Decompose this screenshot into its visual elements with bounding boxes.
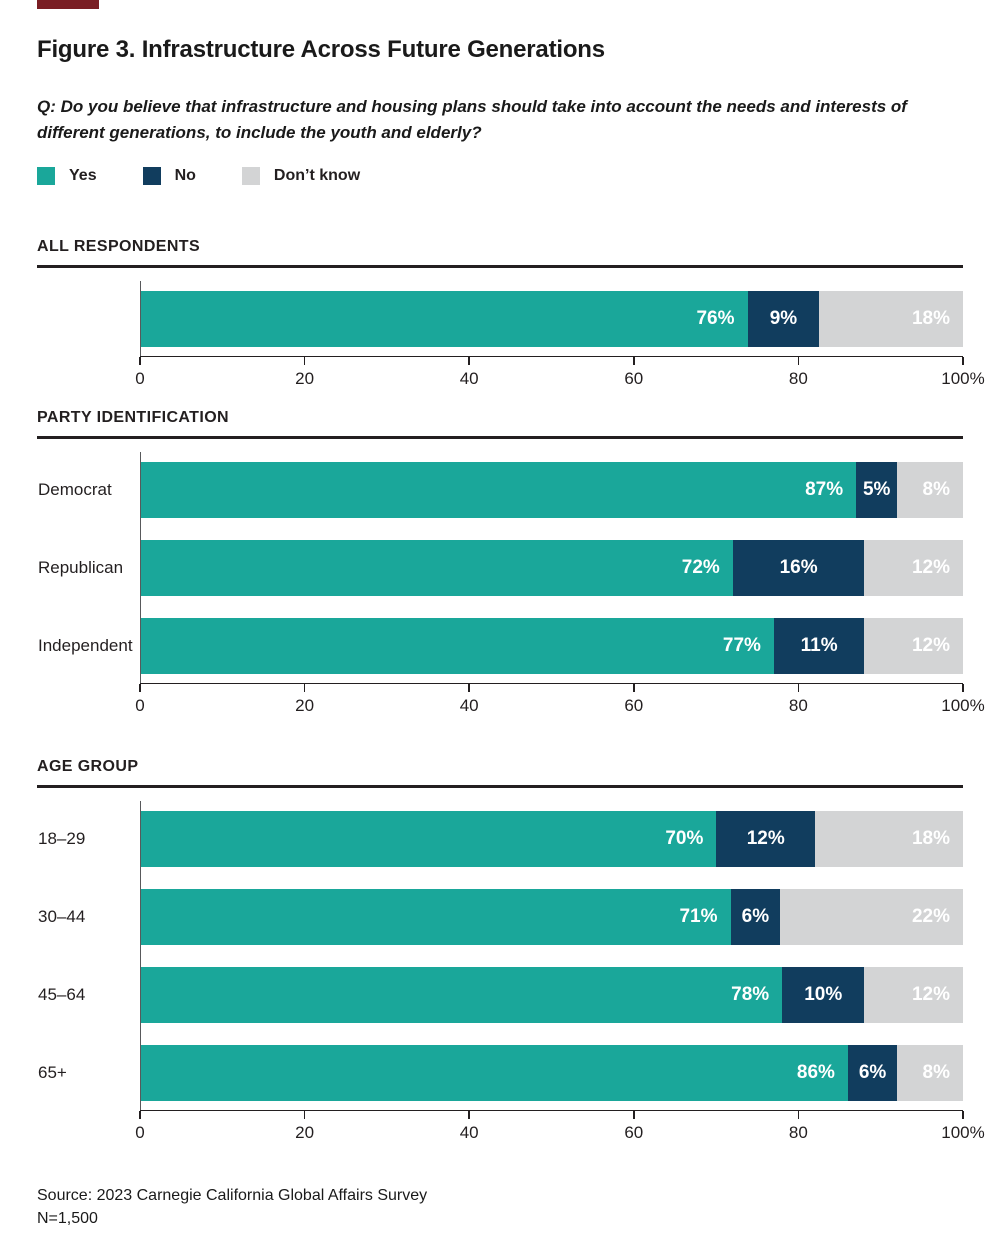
- category-label: 65+: [38, 1062, 67, 1082]
- legend-item: [143, 167, 196, 185]
- axis-tick: [139, 1111, 141, 1119]
- legend-swatch: [37, 167, 55, 185]
- value-label: 8%: [922, 1061, 950, 1083]
- axis-tick: [962, 684, 964, 692]
- value-label: 77%: [722, 634, 761, 656]
- section-heading: AGE GROUP: [37, 757, 139, 775]
- legend-label: No: [174, 166, 196, 184]
- value-label: 10%: [804, 983, 843, 1005]
- axis-tick: [633, 357, 635, 365]
- category-label: Independent: [38, 635, 133, 655]
- bar-segment-no: [848, 1045, 897, 1101]
- bar-segment-don-t-know: [864, 967, 963, 1023]
- bar-row: [38, 811, 963, 867]
- axis-tick: [304, 1111, 306, 1119]
- category-label: Democrat: [38, 479, 112, 499]
- chart-body: [38, 452, 985, 723]
- bar-segment-don-t-know: [864, 618, 963, 674]
- value-label: 12%: [746, 827, 785, 849]
- axis-tick-label: 0: [135, 368, 145, 388]
- bar-segment-yes: [141, 462, 856, 518]
- chart-section-all-respondents: [37, 237, 985, 396]
- axis-tick-label: 100%: [941, 368, 985, 388]
- bar-segment-don-t-know: [864, 540, 963, 596]
- bar-row: [38, 618, 963, 674]
- bar-segment-don-t-know: [897, 1045, 963, 1101]
- bar-segment-no: [733, 540, 865, 596]
- axis-tick: [962, 1111, 964, 1119]
- category-label: 45–64: [38, 984, 86, 1004]
- value-label: 71%: [679, 905, 718, 927]
- bar-segment-no: [748, 291, 820, 347]
- bar-segment-yes: [141, 967, 782, 1023]
- axis-tick-label: 100%: [941, 1122, 985, 1142]
- axis-tick-label: 20: [295, 1122, 315, 1142]
- value-label: 72%: [681, 556, 720, 578]
- value-label: 18%: [911, 307, 950, 329]
- axis-tick-label: 40: [459, 368, 479, 388]
- axis-tick: [798, 684, 800, 692]
- figure-title: Figure 3. Infrastructure Across Future Generations: [37, 36, 605, 63]
- legend-item: [242, 167, 360, 185]
- value-label: 16%: [779, 556, 818, 578]
- value-label: 12%: [911, 556, 950, 578]
- bar-row: [38, 462, 963, 518]
- bar-segment-no: [716, 811, 815, 867]
- legend-swatch: [242, 167, 260, 185]
- axis-tick-label: 100%: [941, 695, 985, 715]
- bar-row: [38, 889, 963, 945]
- axis-tick: [139, 357, 141, 365]
- chart-section-age-group: [37, 757, 985, 1150]
- legend-item: [37, 167, 97, 185]
- axis-tick-label: 40: [459, 695, 479, 715]
- source-note: [37, 1184, 963, 1230]
- bar-segment-yes: [141, 1045, 848, 1101]
- axis-tick-label: 60: [624, 1122, 644, 1142]
- bar-row: [38, 540, 963, 596]
- bar-segment-yes: [141, 618, 774, 674]
- axis-tick: [962, 357, 964, 365]
- axis-tick: [468, 357, 470, 365]
- stacked-bar-plot: [140, 281, 963, 356]
- bar-segment-yes: [141, 291, 748, 347]
- axis-tick: [304, 684, 306, 692]
- axis-tick: [468, 1111, 470, 1119]
- value-label: 12%: [911, 634, 950, 656]
- axis-tick: [633, 684, 635, 692]
- stacked-bar-plot: [38, 452, 963, 683]
- value-label: 87%: [805, 478, 844, 500]
- legend-swatch: [143, 167, 161, 185]
- bar-segment-no: [731, 889, 781, 945]
- legend: [37, 167, 963, 185]
- bar-segment-yes: [141, 811, 716, 867]
- value-label: 6%: [858, 1061, 887, 1083]
- axis-tick-label: 0: [135, 1122, 145, 1142]
- value-label: 18%: [911, 827, 950, 849]
- axis-tick-label: 80: [788, 1122, 808, 1142]
- survey-question: Q: Do you believe that infrastructure and housing plans should take into account the needs and interests of different generations, to include the youth and elderly?: [37, 97, 907, 143]
- axis-tick-label: 60: [624, 695, 644, 715]
- category-label: 30–44: [38, 906, 86, 926]
- value-label: 22%: [911, 905, 950, 927]
- value-label: 9%: [769, 307, 798, 329]
- category-label: 18–29: [38, 828, 86, 848]
- axis-tick: [468, 684, 470, 692]
- axis-tick: [798, 357, 800, 365]
- axis-tick: [798, 1111, 800, 1119]
- sample-size: N=1,500: [37, 1209, 98, 1227]
- section-rule: [37, 436, 963, 439]
- legend-label: Yes: [69, 166, 97, 184]
- chart-section-party-identification: [37, 408, 985, 723]
- bar-segment-don-t-know: [897, 462, 963, 518]
- x-axis: [135, 683, 985, 723]
- bar-segment-yes: [141, 889, 731, 945]
- bar-segment-no: [782, 967, 864, 1023]
- figure-accent-bar: [37, 0, 99, 9]
- axis-tick-label: 60: [624, 368, 644, 388]
- value-label: 76%: [696, 307, 735, 329]
- axis-tick-label: 20: [295, 368, 315, 388]
- source-line: Source: 2023 Carnegie California Global Affairs Survey: [37, 1186, 428, 1204]
- bar-row: [141, 291, 963, 347]
- section-rule: [37, 265, 963, 268]
- value-label: 78%: [731, 983, 770, 1005]
- bar-segment-don-t-know: [819, 291, 963, 347]
- chart-body: [135, 281, 985, 396]
- bar-row: [38, 1045, 963, 1101]
- axis-tick-label: 40: [459, 1122, 479, 1142]
- bar-segment-don-t-know: [815, 811, 963, 867]
- value-label: 11%: [800, 634, 838, 656]
- section-heading: PARTY IDENTIFICATION: [37, 408, 229, 426]
- value-label: 5%: [862, 478, 891, 500]
- axis-tick-label: 20: [295, 695, 315, 715]
- value-label: 70%: [665, 827, 704, 849]
- legend-label: Don’t know: [273, 166, 361, 184]
- axis-tick: [139, 684, 141, 692]
- bar-segment-no: [856, 462, 897, 518]
- axis-tick: [304, 357, 306, 365]
- value-label: 12%: [911, 983, 950, 1005]
- bar-segment-yes: [141, 540, 733, 596]
- axis-tick-label: 0: [135, 695, 145, 715]
- value-label: 86%: [796, 1061, 835, 1083]
- value-label: 8%: [922, 478, 950, 500]
- bar-row: [38, 967, 963, 1023]
- x-axis: [135, 1110, 985, 1150]
- axis-tick-label: 80: [788, 695, 808, 715]
- chart-body: [38, 801, 985, 1150]
- value-label: 6%: [741, 905, 770, 927]
- bar-segment-don-t-know: [780, 889, 963, 945]
- stacked-bar-plot: [38, 801, 963, 1110]
- bar-segment-no: [774, 618, 864, 674]
- section-heading: ALL RESPONDENTS: [37, 237, 201, 255]
- category-label: Republican: [38, 557, 124, 577]
- axis-tick-label: 80: [788, 368, 808, 388]
- x-axis: [135, 356, 985, 396]
- axis-tick: [633, 1111, 635, 1119]
- section-rule: [37, 785, 963, 788]
